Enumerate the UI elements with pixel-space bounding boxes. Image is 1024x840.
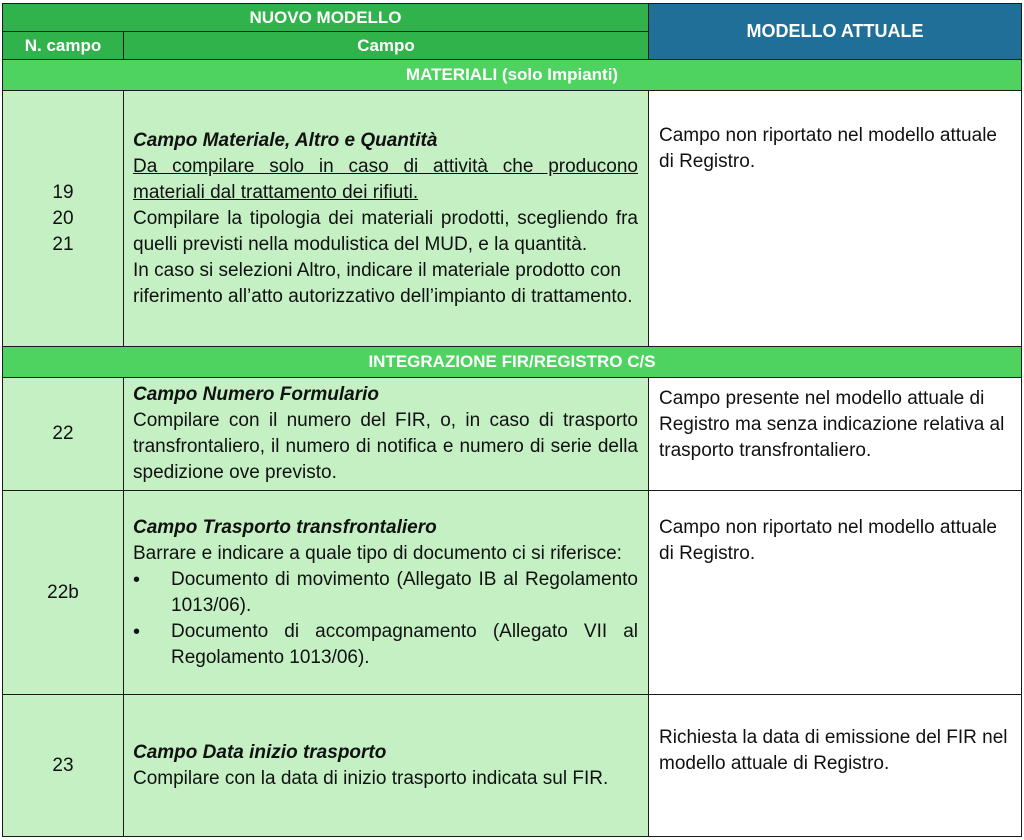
table-row — [3, 378, 1022, 491]
field-number-21: 21 — [52, 233, 74, 255]
field-number-20: 20 — [52, 207, 74, 229]
field-title: Campo Data inizio trasporto — [133, 741, 387, 763]
header-new-model: NUOVO MODELLO — [3, 4, 649, 32]
comparison-table — [2, 3, 1022, 837]
current-model-note — [649, 491, 1022, 695]
field-description — [124, 91, 649, 347]
field-description — [124, 695, 649, 837]
current-model-text: Richiesta la data di emissione del FIR nel modello attuale di Registro. — [659, 727, 1008, 774]
field-number — [3, 91, 124, 347]
field-number: 22 — [3, 378, 124, 491]
field-description — [124, 491, 649, 695]
field-text: Compilare con la data di inizio trasporto indicata sul FIR. — [133, 767, 609, 789]
header-current-model: MODELLO ATTUALE — [649, 4, 1022, 60]
current-model-note — [649, 378, 1022, 491]
field-number-19: 19 — [52, 181, 74, 203]
bullet-list — [133, 567, 638, 671]
field-text: Compilare la tipologia dei materiali prodotti, scegliendo fra quelli previsti nella modulistica del MUD, e la quantità. — [133, 207, 638, 255]
table-row — [3, 491, 1022, 695]
current-model-text: Campo presente nel modello attuale di Registro ma senza indicazione relativa al trasporto transfrontaliero. — [659, 388, 1005, 461]
field-title: Campo Numero Formulario — [133, 384, 379, 405]
current-model-note — [649, 91, 1022, 347]
field-text: Compilare con il numero del FIR, o, in caso di trasporto transfrontaliero, il numero di notifica e numero di serie della spedizione ove previsto. — [133, 410, 638, 483]
header-col-campo: Campo — [124, 32, 649, 60]
field-title: Campo Materiale, Altro e Quantità — [133, 129, 438, 151]
field-number: 23 — [3, 695, 124, 837]
field-description — [124, 378, 649, 491]
field-title: Campo Trasporto transfrontaliero — [133, 516, 437, 538]
field-number: 22b — [3, 491, 124, 695]
current-model-note — [649, 695, 1022, 837]
field-note: Da compilare solo in caso di attività che producono materiali dal trattamento dei rifiuti. — [133, 155, 638, 203]
section-integrazione: INTEGRAZIONE FIR/REGISTRO C/S — [3, 347, 1022, 378]
field-text: Barrare e indicare a quale tipo di documento ci si riferisce: — [133, 542, 622, 564]
field-text: In caso si selezioni Altro, indicare il materiale prodotto con riferimento all’atto autorizzativo dell’impianto di trattamento. — [133, 259, 633, 307]
table-row — [3, 91, 1022, 347]
current-model-text: Campo non riportato nel modello attuale di Registro. — [659, 125, 997, 172]
list-item: • Documento di accompagnamento (Allegato VII al Regolamento 1013/06). — [171, 619, 638, 671]
section-materiali: MATERIALI (solo Impianti) — [3, 60, 1022, 91]
table-row — [3, 695, 1022, 837]
current-model-text: Campo non riportato nel modello attuale di Registro. — [659, 517, 997, 564]
header-col-num: N. campo — [3, 32, 124, 60]
list-item: • Documento di movimento (Allegato IB al Regolamento 1013/06). — [171, 567, 638, 619]
